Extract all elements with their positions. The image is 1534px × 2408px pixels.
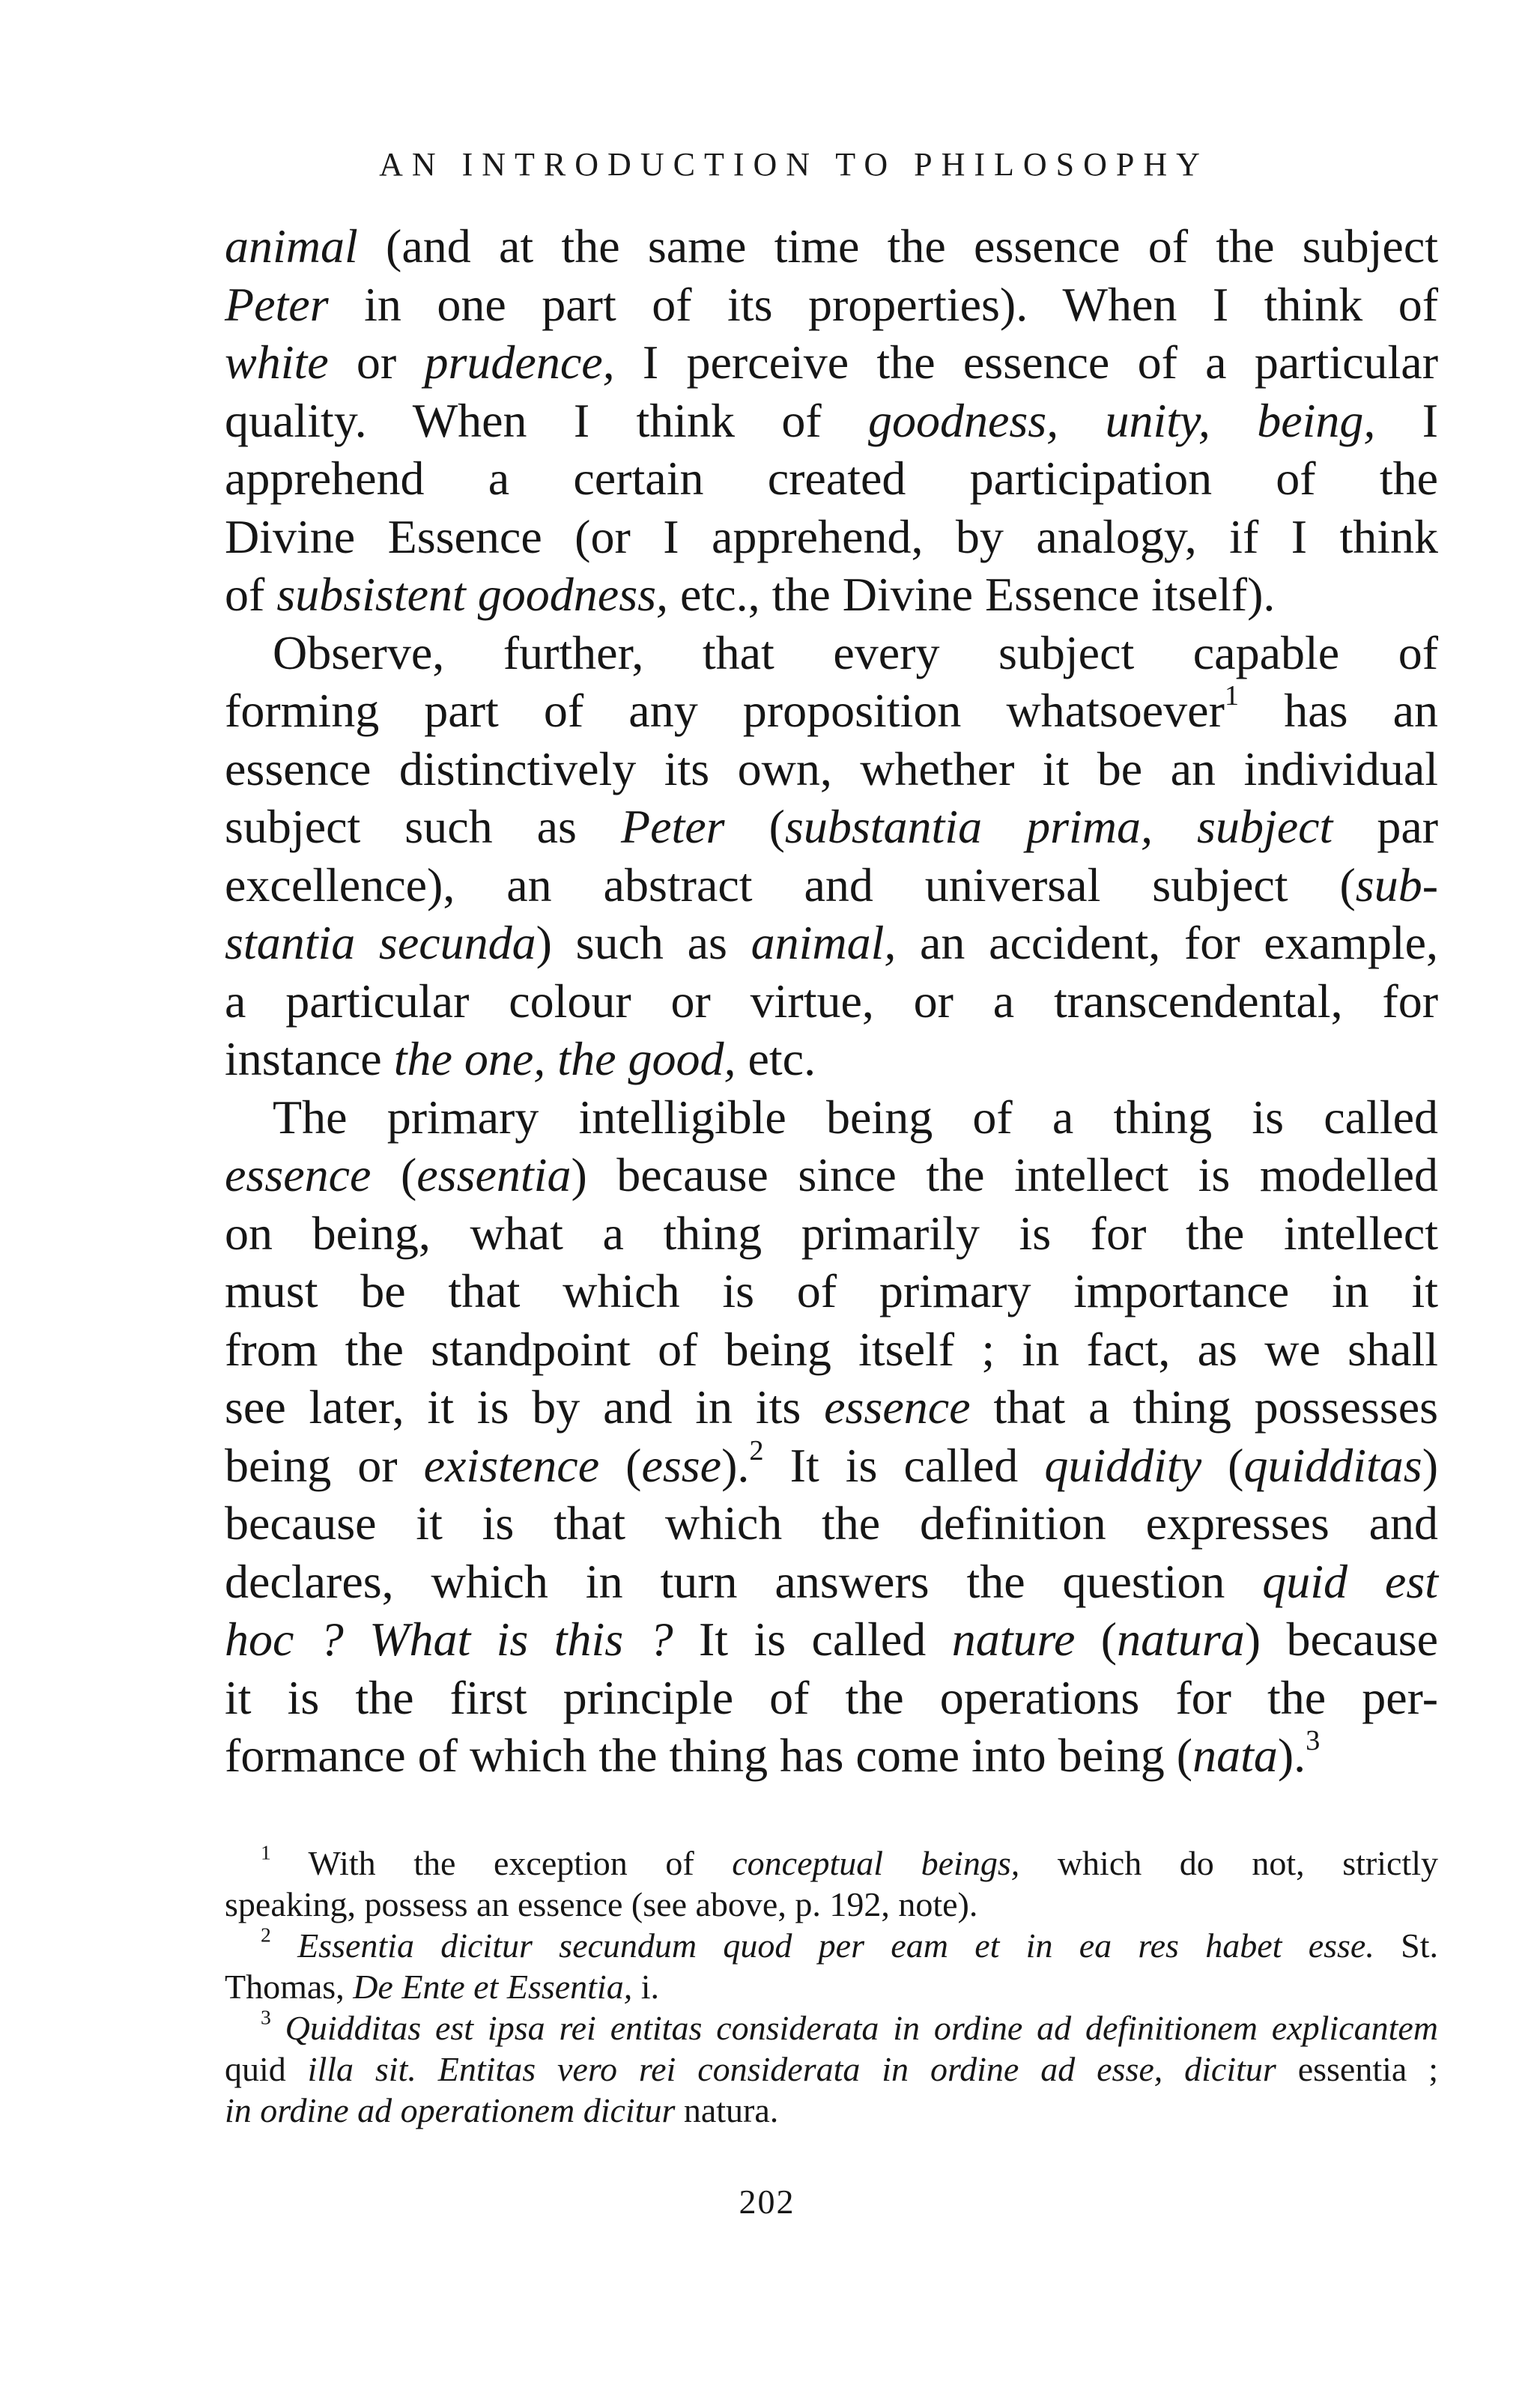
text-run: quid <box>225 2050 308 2088</box>
text-run: instance <box>225 1032 394 1085</box>
text-run: Observe, further, that every subject capable of <box>273 625 1438 679</box>
footnote-marker: 3 <box>1306 1725 1321 1757</box>
text-run: ) <box>1422 1438 1439 1492</box>
page-number: 202 <box>739 2183 795 2221</box>
body-line <box>225 1262 1438 1320</box>
text-run: I <box>1375 393 1439 447</box>
text-run: forming part of any proposition whatsoever <box>225 684 1225 737</box>
italic-text: quiddity <box>1044 1438 1202 1492</box>
text-run: from the standpoint of being itself ; in fact, as we shall <box>225 1322 1438 1376</box>
body-line <box>225 972 1438 1031</box>
italic-text: essentia <box>416 1148 572 1201</box>
italic-text: subsistent goodness, <box>276 568 668 621</box>
body-text <box>225 217 1438 1785</box>
italic-text: Peter <box>620 800 725 853</box>
text-run: of <box>225 568 277 621</box>
footnote-line <box>225 1925 1438 1966</box>
body-line <box>225 1494 1438 1553</box>
text-run: see later, it is by and in its <box>225 1380 825 1434</box>
italic-text: essence <box>824 1380 971 1434</box>
text-run: in one part of its properties). When I think of <box>328 277 1438 331</box>
body-line <box>225 1378 1438 1437</box>
text-run: I perceive the essence of a particular <box>614 336 1439 389</box>
italic-text: subject <box>1197 800 1333 853</box>
text-run: ) because since the intellect is modelled <box>571 1148 1439 1201</box>
italic-text: being, <box>1257 393 1376 447</box>
text-run: formance of which the thing has come into being ( <box>225 1729 1193 1782</box>
footnote-line <box>225 1884 1438 1925</box>
text-run: because it is that which the definition expresses and <box>225 1496 1438 1550</box>
text-run <box>1153 800 1197 853</box>
text-run: quality. When I think of <box>225 393 868 447</box>
body-line <box>225 1434 1439 1495</box>
body-line <box>225 276 1438 334</box>
footnotes <box>225 1840 1438 2131</box>
body-line <box>225 798 1438 856</box>
body-line <box>225 1146 1438 1204</box>
body-line <box>225 1088 1438 1147</box>
italic-text: existence <box>423 1438 600 1492</box>
text-run: must be that which is of primary importance in it <box>225 1264 1438 1317</box>
text-run <box>1058 394 1105 447</box>
body-line <box>225 1553 1438 1611</box>
italic-text: nata <box>1192 1729 1278 1782</box>
italic-text: hoc ? What is this ? <box>225 1613 673 1666</box>
text-run: ) because <box>1244 1613 1439 1666</box>
body-line <box>225 740 1438 798</box>
body-line <box>225 682 1438 740</box>
body-line <box>225 392 1438 450</box>
text-run: ( <box>1201 1438 1244 1492</box>
italic-text: De Ente et Essentia, <box>353 1968 633 2006</box>
text-run: ( <box>371 1148 417 1201</box>
text-run: (and at the same time the essence of the subject <box>357 219 1438 273</box>
body-line <box>225 624 1438 682</box>
body-line <box>225 449 1438 508</box>
text-run: has an <box>1239 684 1439 737</box>
italic-text: the one, <box>393 1032 546 1085</box>
italic-text: Quidditas est ipsa rei entitas considerata in ordine ad definitionem explicantem <box>285 2009 1438 2047</box>
text-run: that a thing possesses <box>970 1380 1439 1434</box>
text-run: Thomas, <box>225 1968 354 2006</box>
text-run: an accident, for example, <box>896 916 1439 969</box>
text-run: Divine Essence (or I apprehend, by analogy, if I think <box>225 509 1438 563</box>
italic-text: esse <box>641 1438 722 1492</box>
italic-text: quidditas <box>1243 1438 1422 1492</box>
body-line <box>225 1669 1438 1727</box>
text-run: or <box>328 336 425 389</box>
italic-text: Essentia dicitur secundum quod per eam et in ea res habet esse. <box>297 1926 1374 1965</box>
italic-text: unity, <box>1105 393 1210 447</box>
body-line <box>225 1030 1438 1088</box>
text-run: i. <box>632 1968 659 2006</box>
body-line <box>225 914 1438 972</box>
text-run: subject such as <box>225 800 621 853</box>
text-run: essence distinctively its own, whether it be an individual <box>225 741 1438 795</box>
body-line <box>225 333 1438 392</box>
body-line <box>225 1610 1438 1669</box>
body-line <box>225 1204 1438 1263</box>
text-run: etc., the Divine Essence itself). <box>668 568 1276 621</box>
text-run: With the exception of <box>270 1844 733 1882</box>
italic-text: animal <box>225 219 358 273</box>
italic-text: goodness, <box>867 393 1059 447</box>
text-run: It is called <box>673 1613 952 1666</box>
text-run: on being, what a thing primarily is for the intellect <box>225 1206 1438 1260</box>
italic-text: in ordine ad operationem dicitur <box>225 2091 676 2129</box>
running-head: AN INTRODUCTION TO PHILOSOPHY <box>379 146 1209 183</box>
footnote-line <box>225 2007 1438 2048</box>
text-run: ( <box>1075 1613 1118 1666</box>
italic-text: substantia prima, <box>784 800 1153 853</box>
italic-text: prudence, <box>424 336 615 389</box>
body-line <box>225 1726 1438 1785</box>
text-run: ). <box>1277 1729 1306 1782</box>
body-line <box>225 508 1438 566</box>
text-run: ( <box>599 1438 642 1492</box>
body-line <box>225 565 1438 624</box>
text-run <box>271 1926 297 1965</box>
footnote-line <box>225 2090 1438 2131</box>
text-run: ). <box>721 1438 750 1492</box>
text-run: etc. <box>736 1032 816 1085</box>
text-run: apprehend a certain created participation of the <box>225 452 1438 505</box>
text-run: which do not, strictly <box>1019 1844 1438 1882</box>
text-run: St. <box>1374 1926 1438 1965</box>
text-run: par <box>1333 800 1439 853</box>
text-run: essentia ; <box>1276 2050 1438 2088</box>
text-run <box>545 1032 557 1085</box>
footnote-marker: 1 <box>1224 680 1240 712</box>
italic-text: sub- <box>1355 858 1438 912</box>
italic-text: illa sit. Entitas vero rei considerata in ordine ad esse, dicitur <box>307 2050 1276 2088</box>
italic-text: essence <box>225 1148 372 1201</box>
footnote-marker: 2 <box>261 1923 271 1947</box>
text-run: ( <box>724 800 785 853</box>
italic-text: animal, <box>751 916 897 969</box>
footnote-line <box>225 2048 1438 2090</box>
italic-text: quid est <box>1262 1554 1438 1608</box>
text-run: excellence), an abstract and universal subject ( <box>225 858 1356 912</box>
text-run <box>271 2009 285 2047</box>
italic-text: the good, <box>557 1032 736 1085</box>
text-run: speaking, possess an essence (see above, p. 192, note). <box>225 1885 978 1923</box>
text-run: The primary intelligible being of a thing is called <box>273 1090 1438 1144</box>
body-line <box>225 217 1438 276</box>
footnote-marker: 2 <box>749 1434 764 1467</box>
body-line <box>225 856 1438 915</box>
footnote-marker: 3 <box>261 2005 271 2029</box>
footnote-marker: 1 <box>261 1840 271 1864</box>
italic-text: white <box>225 336 329 389</box>
footnote-line <box>225 1840 1438 1884</box>
text-run: ) such as <box>536 916 751 969</box>
italic-text: conceptual beings, <box>732 1844 1020 1882</box>
italic-text: stantia secunda <box>225 916 536 969</box>
text-run: being or <box>225 1438 424 1492</box>
text-run: natura. <box>675 2091 779 2129</box>
italic-text: natura <box>1117 1613 1245 1666</box>
body-line <box>225 1320 1438 1379</box>
text-run: It is called <box>763 1438 1045 1492</box>
text-run: it is the first principle of the operations for the per- <box>225 1670 1438 1724</box>
italic-text: Peter <box>225 277 329 331</box>
footnote-line <box>225 1966 1438 2007</box>
text-run: a particular colour or virtue, or a transcendental, for <box>225 974 1438 1028</box>
text-run: declares, which in turn answers the question <box>225 1554 1263 1608</box>
italic-text: nature <box>951 1613 1076 1666</box>
text-run <box>1210 394 1257 447</box>
